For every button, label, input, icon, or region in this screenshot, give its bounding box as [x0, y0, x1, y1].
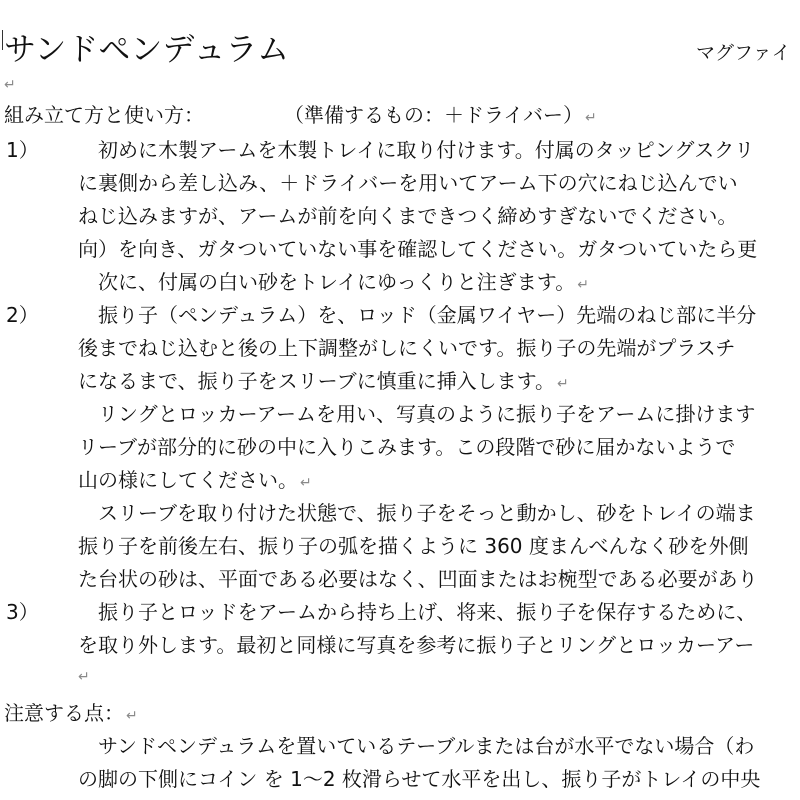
paragraph-mark: ↵ [78, 669, 90, 685]
step-1-line: 向）を向き、ガタついていない事を確認してください。ガタついていたら更 [78, 237, 758, 261]
step-2-line-text: 山の様にしてください。 [78, 468, 298, 492]
document-title: サンドペンデュラム [4, 30, 290, 68]
step-1-line [98, 269, 589, 298]
paragraph-mark: ↵ [585, 110, 597, 126]
assembly-heading-line [4, 102, 204, 128]
step-1-line: 初めに木製アームを木製トレイに取り付けます。付属のタッピングスクリ [98, 138, 755, 162]
notes-heading: 注意する点： [4, 701, 124, 725]
paragraph-mark: ↵ [126, 708, 138, 724]
step-2-number: 2） [6, 303, 39, 327]
tools-note: （準備するもの：＋ドライバー） [284, 103, 583, 127]
notes-line: の脚の下側にコイン を 1〜2 枚滑らせて水平を出し、振り子がトレイの中央 [78, 767, 761, 791]
paragraph-mark: ↵ [300, 475, 312, 491]
paragraph-mark: ↵ [4, 77, 16, 93]
paragraph-mark: ↵ [577, 277, 589, 293]
step-2-line: 後までねじ込むと後の上下調整がしにくいです。振り子の先端がプラスチ [78, 336, 736, 360]
brand-name: マグファイ [696, 42, 791, 64]
step-1-line: に裏側から差し込み、＋ドライバーを用いてアーム下の穴にねじ込んでい [78, 171, 738, 195]
assembly-heading: 組み立て方と使い方： [4, 103, 204, 127]
step-2-line: た台状の砂は、平面である必要はなく、凹面またはお椀型である必要があり [78, 567, 758, 591]
step-3-line: 振り子とロッドをアームから持ち上げ、将来、振り子を保存するために、 [98, 600, 757, 624]
step-1-line: ねじ込みますが、アームが前を向くまできつく締めすぎないでください。 [78, 204, 738, 228]
step-2-line: 振り子を前後左右、振り子の弧を描くように 360 度まんべんなく砂を外側 [78, 534, 749, 558]
step-1-number: 1） [6, 138, 39, 162]
notes-line: サンドペンデュラムを置いているテーブルまたは台が水平でない場合（わ [98, 734, 755, 758]
step-2-line: リーブが部分的に砂の中に入りこみます。この段階で砂に届かないようで [78, 435, 736, 459]
notes-heading-line [4, 700, 138, 729]
step-2-line: リングとロッカーアームを用い、写真のように振り子をアームに掛けます [98, 402, 756, 426]
step-2-line: スリーブを取り付けた状態で、振り子をそっと動かし、砂をトレイの端ま [98, 501, 756, 525]
step-1-line-text: 次に、付属の白い砂をトレイにゆっくりと注ぎます。 [98, 270, 576, 294]
step-2-line [78, 467, 312, 496]
tools-note-line [284, 102, 597, 131]
paragraph-mark: ↵ [557, 376, 569, 392]
step-2-line: 振り子（ペンデュラム）を、ロッド（金属ワイヤー）先端のねじ部に半分 [98, 303, 757, 327]
step-3-number: 3） [6, 600, 39, 624]
step-2-line-text: になるまで、振り子をスリーブに慎重に挿入します。 [78, 369, 555, 393]
step-3-line: を取り外します。最初と同様に写真を参考に振り子とリングとロッカーアー [78, 633, 755, 657]
step-2-line [78, 368, 569, 397]
text-cursor [2, 30, 3, 50]
